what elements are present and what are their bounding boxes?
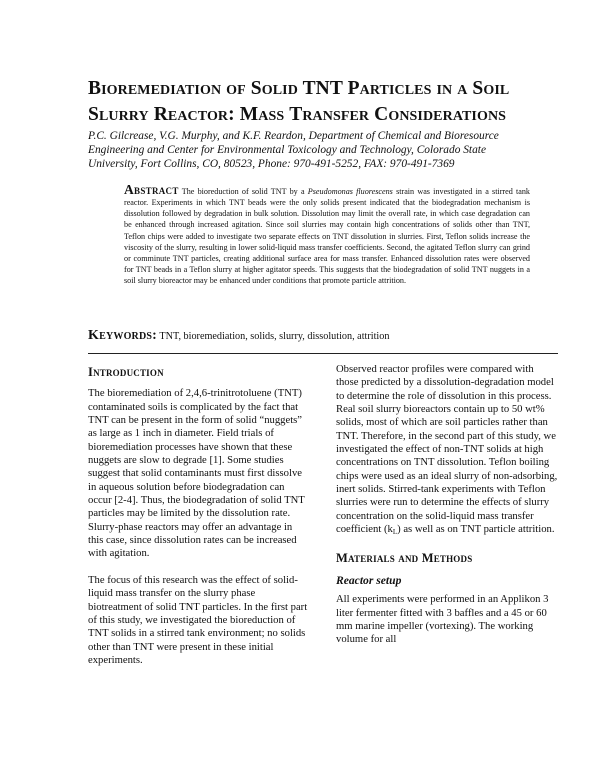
abstract-species-name: Pseudomonas fluorescens <box>307 187 393 196</box>
intro-paragraph-2: The focus of this research was the effect of solid-liquid mass transfer on the slurry phase biotreatment of solid TNT particles. In the first part of this study, we investigated the bioreduction of TNT solids in a stirred tank environment; no solids other than TNT were present in these initial experiments. <box>88 574 308 666</box>
author-affiliation <box>88 129 558 172</box>
title-word: Bioremediation <box>88 78 222 99</box>
subscript: L <box>392 528 398 537</box>
introduction-heading: Introduction <box>88 365 164 379</box>
reactor-setup-subheading: Reactor setup <box>336 573 402 587</box>
author-line: University, Fort Collins, CO, 80523, Phone: 970-491-5252, FAX: 970-491-7369 <box>88 158 455 171</box>
intro-paragraph-3 <box>336 363 558 536</box>
keywords-text: TNT, bioremediation, solids, slurry, dissolution, attrition <box>157 331 390 342</box>
keywords-heading: Keywords: <box>88 328 158 343</box>
title-word: Particles <box>347 78 432 99</box>
intro-paragraph-1: The bioremediation of 2,4,6-trinitrotoluene (TNT) contaminated soils is complicated by the fact that TNT can be present in the form of solid “nuggets” as large as 1 inch in diameter. Field trials of bioremediation processes have shown that these nuggets are slow to degrade [1]. Some studies suggest that solid contaminants must first dissolve in aqueous solution before biodegradation can occur [2-4]. Thus, the biodegradation of solid TNT particles may be limited by the dissolution rate. Slurry-phase reactors may offer an advantage in this case, since dissolution rates can be increased with agitation. <box>88 388 305 560</box>
title-word: Mass <box>239 104 285 125</box>
title-word: Reactor: <box>153 104 235 125</box>
methods-paragraph: All experiments were performed in an Applikon 3 liter fermenter fitted with 3 baffles and a 45 or 60 mm marine impeller (vortexing). The working volume for all <box>336 594 549 646</box>
paragraph-text: ) as well as on TNT particle attrition. <box>397 524 555 536</box>
keywords <box>88 329 558 344</box>
paper-title <box>88 76 558 128</box>
title-word: Slurry <box>88 104 149 125</box>
section-divider <box>88 353 558 354</box>
abstract <box>124 184 530 286</box>
author-line: Engineering and Center for Environmental Toxicology and Technology, Colorado State <box>88 144 487 157</box>
abstract-text: strain was investigated in a stirred tank reactor. Experiments in which TNT beads were the only solids present indicated that the biodegradation mechanism is dissolution followed by degradation in bulk solution. Dissolution may limit the overall rate, in which case degradation can be enhanced through increased agitation. Since soil slurries may contain high concentrations of solids other than TNT, Teflon chips were added to investigate two separate effects on TNT dissolution in slurries. First, Teflon solids increase the viscosity of the slurry, resulting in lower solid-liquid mass transfer coefficients. Second, the agitated Teflon slurry can grind or comminute TNT particles, creating additional surface area for mass transfer. Enhanced dissolution rates were observed for TNT beads in a Teflon slurry at higher agitator speeds. This suggests that the biodegradation of solid TNT nuggets in a soil slurry bioreactor may be enhanced under conditions that promote particle attrition. <box>124 187 530 286</box>
abstract-heading: Abstract <box>124 182 179 197</box>
materials-methods-heading: Materials and Methods <box>336 551 473 566</box>
title-word: in a <box>436 78 468 99</box>
title-word: Transfer <box>289 104 370 125</box>
author-line: P.C. Gilcrease, V.G. Murphy, and K.F. Reardon, Department of Chemical and Bioresource <box>88 130 499 142</box>
title-word: of <box>226 78 246 99</box>
title-word: Considerations <box>374 104 507 125</box>
right-column <box>336 363 558 647</box>
title-word: Solid <box>250 78 298 99</box>
left-column <box>88 366 310 667</box>
abstract-text: The bioreduction of solid TNT by a <box>178 187 308 196</box>
paragraph-text: Observed reactor profiles were compared with those predicted by a dissolution-degradation model to determine the role of dissolution in this process. Real soil slurry bioreactors contain up to 50 wt% solids, most of which are soil particles rather than TNT. Therefore, in the second part of this study, we investigated the effect of non-TNT solids at high concentrations on TNT dissolution. Teflon boiling chips were used as an ideal slurry of non-adsorbing, inert solids. Stirred-tank experiments with Teflon slurries were run to determine the effects of slurry concentration on the solid-liquid mass transfer coefficient (k <box>336 364 558 536</box>
title-word: TNT <box>302 78 343 99</box>
title-word: Soil <box>472 78 510 99</box>
